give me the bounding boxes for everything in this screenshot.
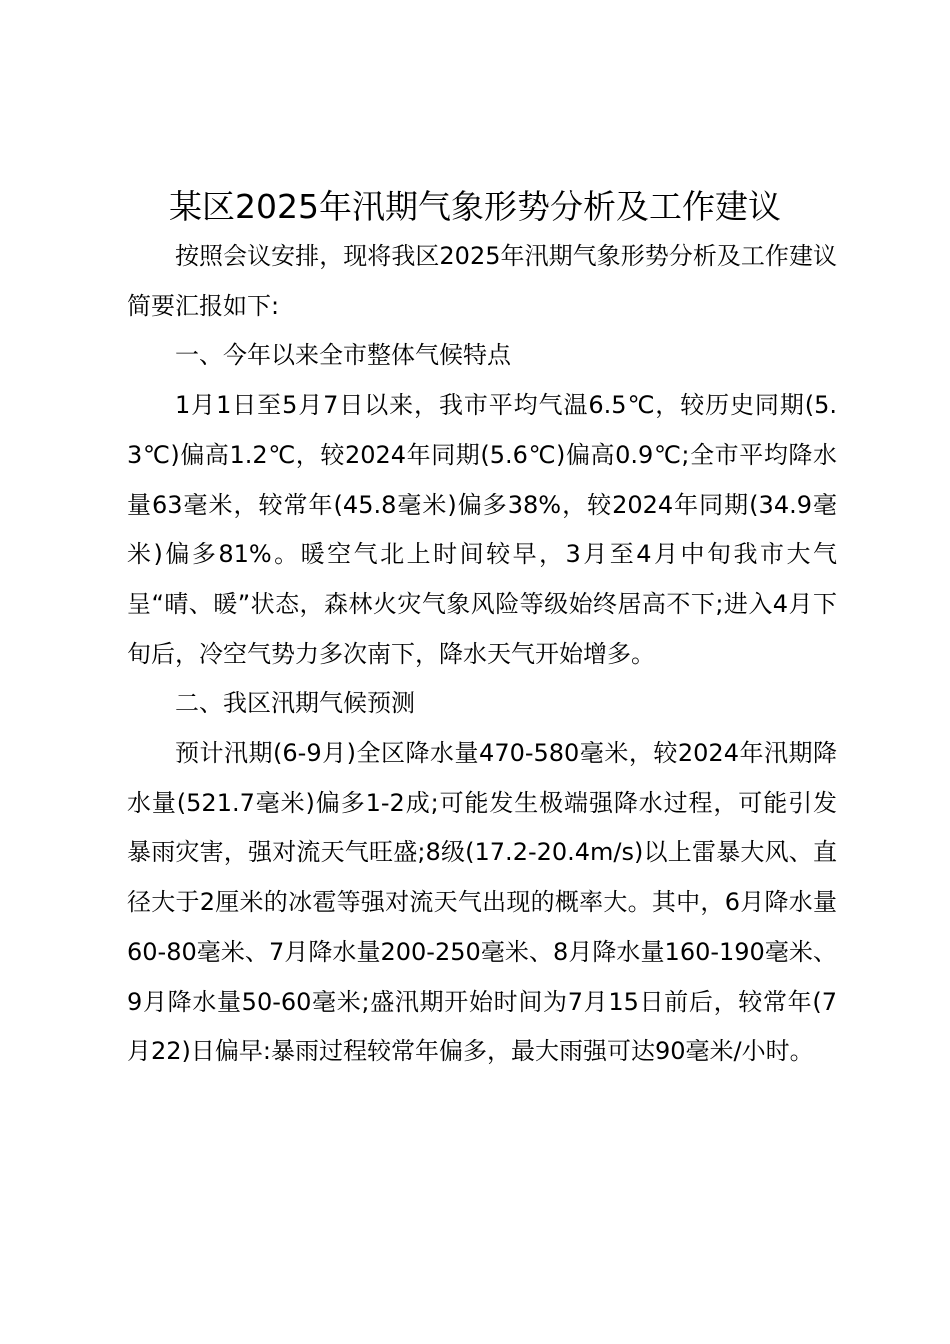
section-heading-2: 二、我区汛期气候预测 (175, 689, 415, 718)
section-heading-1: 一、今年以来全市整体气候特点 (175, 341, 511, 370)
document-title: 某区2025年汛期气象形势分析及工作建议 (169, 187, 781, 226)
climate-features-paragraph: 1月1日至5月7日以来，我市平均气温6.5℃，较历史同期(5.3℃)偏高1.2℃，较2024年同期(5.6℃)偏高0.9℃;全市平均降水量63毫米，较常年(45.8毫米)偏多38%，较2024年同期(34.9毫米)偏多81%。暖空气北上时间较早，3月至4月中旬我市大气呈“晴、暖”状态，森林火灾气象风险等级始终居高不下;进入4月下旬后，冷空气势力多次南下，降水天气开始增多。 (127, 391, 837, 668)
intro-paragraph: 按照会议安排，现将我区2025年汛期气象形势分析及工作建议简要汇报如下: (127, 242, 837, 320)
flood-forecast-paragraph: 预计汛期(6-9月)全区降水量470-580毫米，较2024年汛期降水量(521.7毫米)偏多1-2成;可能发生极端强降水过程，可能引发暴雨灾害，强对流天气旺盛;8级(17.2-20.4m/s)以上雷暴大风、直径大于2厘米的冰雹等强对流天气出现的概率大。其中，6月降水量60-80毫米、7月降水量200-250毫米、8月降水量160-190毫米、9月降水量50-60毫米;盛汛期开始时间为7月15日前后，较常年(7月22)日偏早:暴雨过程较常年偏多，最大雨强可达90毫米/小时。 (127, 739, 837, 1066)
document-body (127, 232, 837, 1077)
